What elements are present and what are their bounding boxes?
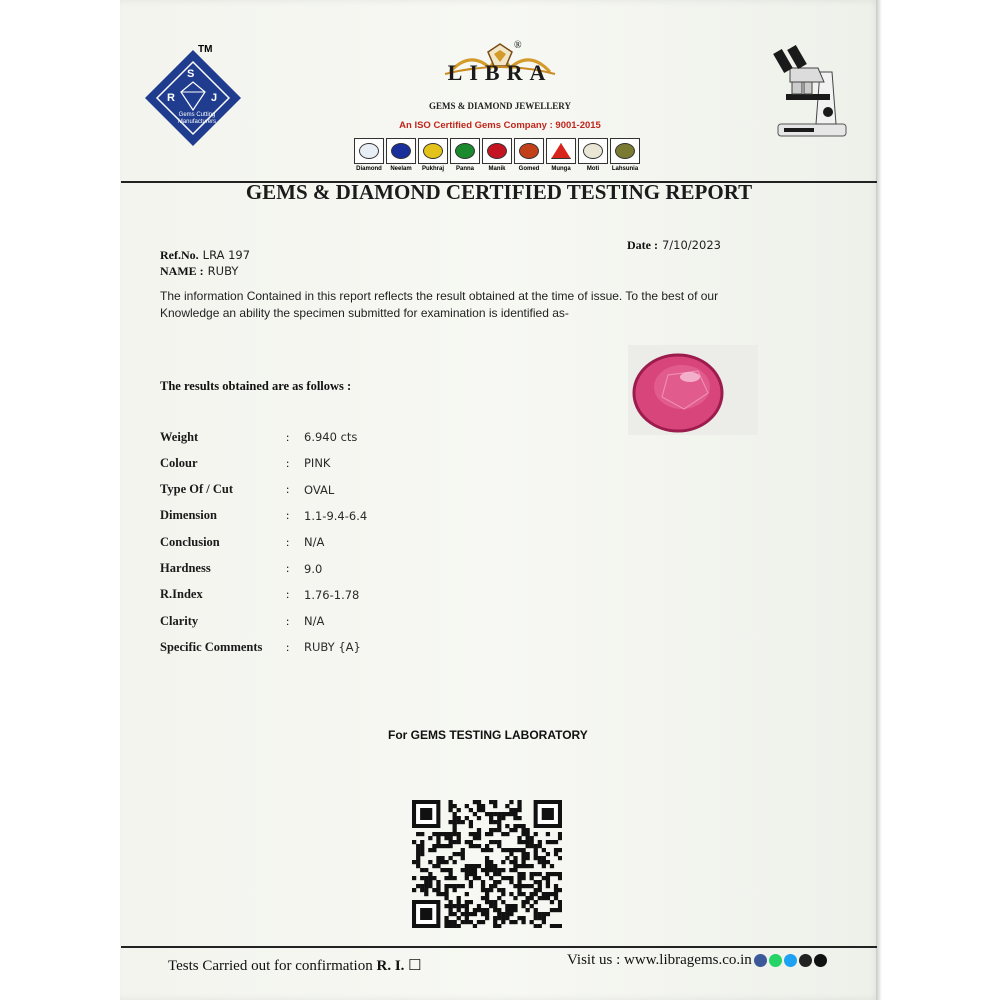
- results-heading: The results obtained are as follows :: [160, 379, 352, 393]
- qr-code[interactable]: [412, 800, 562, 928]
- field-separator: :: [286, 455, 290, 470]
- field-row: [160, 637, 361, 657]
- gem-munga: [546, 138, 576, 172]
- intro-paragraph: The information Contained in this report reflects the result obtained at the time of issue. To the best of our Knowledge an ability the specimen submitted for examination is identified as-: [160, 289, 719, 320]
- field-value: PINK: [304, 456, 331, 471]
- field-label: Conclusion: [160, 534, 220, 549]
- footer-website: [567, 952, 827, 969]
- field-value: N/A: [304, 614, 325, 629]
- gem-strip: [354, 138, 640, 172]
- field-row: [160, 559, 322, 579]
- ref-number: Ref.No. LRA 197: [160, 248, 251, 262]
- checkbox-icon: ☐: [408, 958, 422, 974]
- youtube-icon[interactable]: [799, 954, 812, 967]
- libra-subtitle: GEMS & DIAMOND JEWELLERY: [429, 101, 571, 111]
- gem-manik: [482, 138, 512, 172]
- field-label: Colour: [160, 455, 198, 470]
- field-row: [160, 453, 330, 473]
- field-row: [160, 506, 367, 526]
- field-value: 1.76-1.78: [304, 587, 360, 602]
- field-separator: :: [286, 534, 290, 549]
- field-label: Weight: [160, 429, 199, 444]
- gem-label: Moti: [586, 166, 600, 172]
- gem-manik-icon: [482, 138, 512, 164]
- gem-label: Neelam: [390, 166, 412, 172]
- field-value: 9.0: [304, 561, 323, 576]
- gem-label: Lahsunia: [611, 166, 639, 172]
- field-value: N/A: [304, 535, 325, 550]
- field-separator: :: [286, 508, 290, 523]
- gem-lahsunia: [610, 138, 640, 172]
- srj-tagline: Gems Cutting Manufacturers: [177, 112, 217, 125]
- field-row: [160, 585, 359, 605]
- field-row: [160, 532, 324, 552]
- gem-neelam-icon: [386, 138, 416, 164]
- paper-edge: [876, 0, 882, 1000]
- specimen-name: NAME : RUBY: [160, 264, 239, 278]
- lab-signature: For GEMS TESTING LABORATORY: [388, 728, 588, 742]
- field-value: OVAL: [304, 482, 335, 497]
- website-link[interactable]: Visit us : www.libragems.co.in: [567, 952, 752, 968]
- gem-panna-icon: [450, 138, 480, 164]
- field-row: [160, 611, 324, 631]
- field-row: [160, 427, 357, 447]
- field-separator: :: [286, 639, 290, 654]
- field-label: Hardness: [160, 561, 211, 575]
- field-row: [160, 480, 334, 500]
- gem-moti-icon: [578, 138, 608, 164]
- field-label: Type Of / Cut: [160, 482, 234, 497]
- gem-pukhraj: [418, 138, 448, 172]
- ruby-gem-image: [628, 345, 758, 435]
- gem-munga-icon: [546, 138, 576, 164]
- srj-letter-j: J: [211, 92, 218, 104]
- field-separator: :: [286, 561, 290, 575]
- report-date: Date : 7/10/2023: [627, 238, 721, 252]
- gem-label: Diamond: [356, 166, 382, 172]
- gem-neelam: [386, 138, 416, 172]
- srj-letter-r: R: [167, 92, 175, 104]
- field-value: RUBY {A}: [304, 640, 361, 655]
- field-separator: :: [286, 613, 290, 628]
- trademark: TM: [198, 44, 213, 55]
- gem-gomed-icon: [514, 138, 544, 164]
- field-label: Clarity: [160, 613, 199, 628]
- gem-moti: [578, 138, 608, 172]
- gem-diamond-icon: [354, 138, 384, 164]
- field-label: Dimension: [160, 508, 217, 523]
- microscope-icon: [770, 42, 850, 142]
- twitter-icon[interactable]: [784, 954, 797, 967]
- whatsapp-icon[interactable]: [769, 954, 782, 967]
- footer-confirmation: Tests Carried out for confirmation R. I. ☐: [168, 958, 422, 974]
- srj-logo: [143, 48, 243, 148]
- gem-label: Gomed: [518, 166, 540, 172]
- field-value: 1.1-9.4-6.4: [304, 508, 368, 523]
- gem-gomed: [514, 138, 544, 172]
- registered-mark: ®: [514, 40, 522, 51]
- gem-label: Panna: [455, 166, 474, 172]
- gem-label: Munga: [551, 166, 571, 172]
- gem-lahsunia-icon: [610, 138, 640, 164]
- footer-divider: [121, 946, 877, 948]
- iso-certification: An ISO Certified Gems Company : 9001-2015: [399, 120, 601, 131]
- gem-label: Manik: [488, 166, 506, 172]
- gem-panna: [450, 138, 480, 172]
- srj-letter-s: S: [187, 68, 195, 80]
- report-title: GEMS & DIAMOND CERTIFIED TESTING REPORT: [245, 180, 753, 204]
- field-label: R.Index: [160, 587, 203, 602]
- gem-pukhraj-icon: [418, 138, 448, 164]
- libra-name: LIBRA: [447, 60, 553, 85]
- field-label: Specific Comments: [160, 639, 263, 654]
- gem-diamond: [354, 138, 384, 172]
- instagram-icon[interactable]: [814, 954, 827, 967]
- field-separator: :: [286, 482, 290, 497]
- field-separator: :: [286, 429, 290, 444]
- field-separator: :: [286, 587, 290, 602]
- gem-label: Pukhraj: [421, 166, 444, 172]
- field-value: 6.940 cts: [304, 430, 358, 444]
- facebook-icon[interactable]: [754, 954, 767, 967]
